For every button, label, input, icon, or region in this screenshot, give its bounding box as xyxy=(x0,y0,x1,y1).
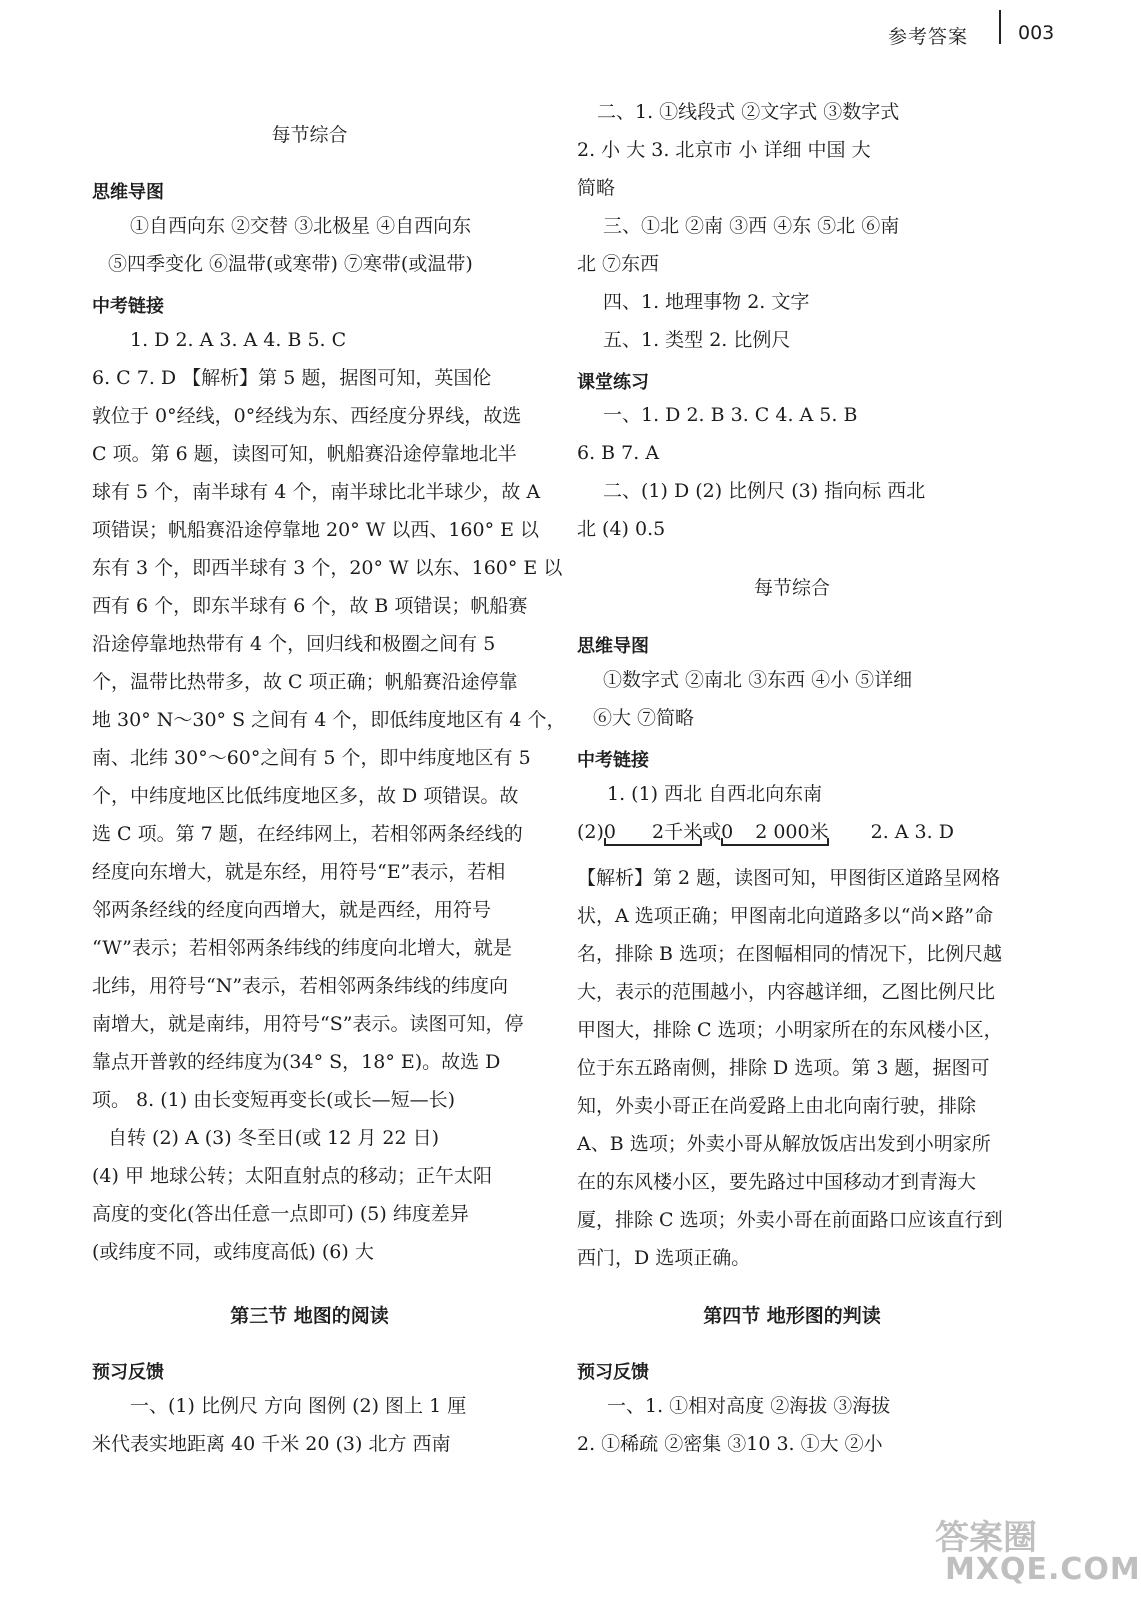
section-title: 每节综合 xyxy=(753,577,830,599)
text-line: “W”表示；若相邻两条纬线的纬度向北增大，就是 xyxy=(92,937,512,959)
text-line: 北 ⑦东西 xyxy=(577,253,660,275)
section-heading: 中考链接 xyxy=(92,296,164,317)
text-line: 北纬，用符号“N”表示，若相邻两条纬线的纬度向 xyxy=(92,975,509,997)
scale-label: 2千米 xyxy=(652,821,703,843)
scale-label: 2 000米 xyxy=(755,821,829,843)
text-line: 球有 5 个，南半球有 4 个，南半球比北半球少，故 A xyxy=(92,481,541,503)
text-line: 二、1. ①线段式 ②文字式 ③数字式 xyxy=(597,101,900,123)
answer-or: 或 xyxy=(702,821,722,843)
text-line: 四、1. 地理事物 2. 文字 xyxy=(603,291,810,313)
scale-answer-line xyxy=(577,820,954,844)
chapter-heading: 第四节 地形图的判读 xyxy=(703,1305,881,1327)
text-line: 经度向东增大，就是东经，用符号“E”表示，若相 xyxy=(92,861,506,883)
text-line: 个，温带比热带多，故 C 项正确；帆船赛沿途停靠 xyxy=(92,671,518,693)
text-line: ⑥大 ⑦简略 xyxy=(593,707,695,729)
text-line: 名，排除 B 选项；在图幅相同的情况下，比例尺越 xyxy=(577,943,1003,965)
text-line: 1. D 2. A 3. A 4. B 5. C xyxy=(130,329,347,351)
text-line: 简略 xyxy=(577,177,616,199)
answer-label: (2) xyxy=(577,821,604,843)
text-line: ①数字式 ②南北 ③东西 ④小 ⑤详细 xyxy=(603,669,913,691)
text-line: ①自西向东 ②交替 ③北极星 ④自西向东 xyxy=(130,215,472,237)
text-line: 项。 8. (1) 由长变短再变长(或长—短—长) xyxy=(92,1089,455,1111)
text-line: 【解析】第 2 题，读图可知，甲图街区道路呈网格 xyxy=(577,867,1001,889)
header-divider xyxy=(999,10,1001,44)
text-line: 地 30° N～30° S 之间有 4 个，即低纬度地区有 4 个， xyxy=(92,709,566,731)
text-line: 北 (4) 0.5 xyxy=(577,518,666,540)
section-heading: 预习反馈 xyxy=(577,1362,649,1383)
text-line: 敦位于 0°经线，0°经线为东、西经度分界线，故选 xyxy=(92,405,522,427)
text-line: 知，外卖小哥正在尚爱路上由北向南行驶，排除 xyxy=(577,1095,977,1117)
text-line: 6. C 7. D 【解析】第 5 题，据图可知，英国伦 xyxy=(92,367,492,389)
text-line: 二、(1) D (2) 比例尺 (3) 指向标 西北 xyxy=(603,480,926,502)
text-line: 米代表实地距离 40 千米 20 (3) 北方 西南 xyxy=(92,1433,451,1455)
text-line: (或纬度不同，或纬度高低) (6) 大 xyxy=(92,1241,374,1263)
watermark-url: MXQE.COM xyxy=(945,1552,1141,1587)
text-line: ⑤四季变化 ⑥温带(或寒带) ⑦寒带(或温带) xyxy=(108,253,473,275)
text-line: 项错误；帆船赛沿途停靠地 20° W 以西、160° E 以 xyxy=(92,519,540,541)
text-line: 甲图大，排除 C 选项；小明家所在的东风楼小区， xyxy=(577,1019,1003,1041)
scale-label: 0 xyxy=(603,821,617,843)
text-line: 在的东风楼小区，要先路过中国移动才到青海大 xyxy=(577,1171,977,1193)
section-title: 每节综合 xyxy=(271,124,348,146)
text-line: 邻两条经线的经度向西增大，就是西经，用符号 xyxy=(92,899,492,921)
text-line: C 项。第 6 题，读图可知，帆船赛沿途停靠地北半 xyxy=(92,443,517,465)
line-scale-km xyxy=(604,820,702,844)
text-line: 三、①北 ②南 ③西 ④东 ⑤北 ⑥南 xyxy=(603,215,900,237)
text-line: 一、(1) 比例尺 方向 图例 (2) 图上 1 厘 xyxy=(130,1395,467,1417)
text-line: 1. (1) 西北 自西北向东南 xyxy=(607,783,823,805)
text-line: 状，A 选项正确；甲图南北向道路多以“尚×路”命 xyxy=(577,905,994,927)
text-line: 个，中纬度地区比低纬度地区多，故 D 项错误。故 xyxy=(92,785,519,807)
page-number: 003 xyxy=(1018,22,1055,44)
text-line: 大，表示的范围越小，内容越详细，乙图比例尺比 xyxy=(577,981,996,1003)
text-line: 高度的变化(答出任意一点即可) (5) 纬度差异 xyxy=(92,1203,469,1225)
text-line: 西门，D 选项正确。 xyxy=(577,1247,751,1269)
watermark-logo: 答案圈 xyxy=(935,1518,1037,1558)
text-line: 2. 小 大 3. 北京市 小 详细 中国 大 xyxy=(577,139,871,161)
answer-text: 2. A 3. D xyxy=(870,821,954,843)
text-line: 沿途停靠地热带有 4 个，回归线和极圈之间有 5 xyxy=(92,633,496,655)
line-scale-m xyxy=(721,820,829,844)
text-line: 选 C 项。第 7 题，在经纬网上，若相邻两条经线的 xyxy=(92,823,523,845)
text-line: 南、北纬 30°～60°之间有 5 个，即中纬度地区有 5 xyxy=(92,747,531,769)
text-line: 厦，排除 C 选项；外卖小哥在前面路口应该直行到 xyxy=(577,1209,1003,1231)
text-line: 西有 6 个，即东半球有 6 个，故 B 项错误；帆船赛 xyxy=(92,595,528,617)
text-line: 一、1. ①相对高度 ②海拔 ③海拔 xyxy=(607,1395,891,1417)
section-heading: 课堂练习 xyxy=(577,372,649,393)
chapter-heading: 第三节 地图的阅读 xyxy=(230,1305,389,1327)
section-heading: 中考链接 xyxy=(577,750,649,771)
text-line: (4) 甲 地球公转；太阳直射点的移动；正午太阳 xyxy=(92,1165,492,1187)
text-line: 6. B 7. A xyxy=(577,442,660,464)
text-line: 位于东五路南侧，排除 D 选项。第 3 题，据图可 xyxy=(577,1057,990,1079)
text-line: 自转 (2) A (3) 冬至日(或 12 月 22 日) xyxy=(108,1127,440,1149)
text-line: 南增大，就是南纬，用符号“S”表示。读图可知，停 xyxy=(92,1013,524,1035)
section-heading: 预习反馈 xyxy=(92,1362,164,1383)
text-line: 2. ①稀疏 ②密集 ③10 3. ①大 ②小 xyxy=(577,1433,883,1455)
text-line: 东有 3 个，即西半球有 3 个，20° W 以东、160° E 以 xyxy=(92,557,563,579)
text-line: 靠点开普敦的经纬度为(34° S，18° E)。故选 D xyxy=(92,1051,501,1073)
text-line: 五、1. 类型 2. 比例尺 xyxy=(603,329,791,351)
section-heading: 思维导图 xyxy=(577,636,649,657)
scale-label: 0 xyxy=(721,821,734,843)
header-title: 参考答案 xyxy=(888,26,969,48)
section-heading: 思维导图 xyxy=(92,182,164,203)
text-line: 一、1. D 2. B 3. C 4. A 5. B xyxy=(603,404,858,426)
text-line: A、B 选项；外卖小哥从解放饭店出发到小明家所 xyxy=(577,1133,991,1155)
